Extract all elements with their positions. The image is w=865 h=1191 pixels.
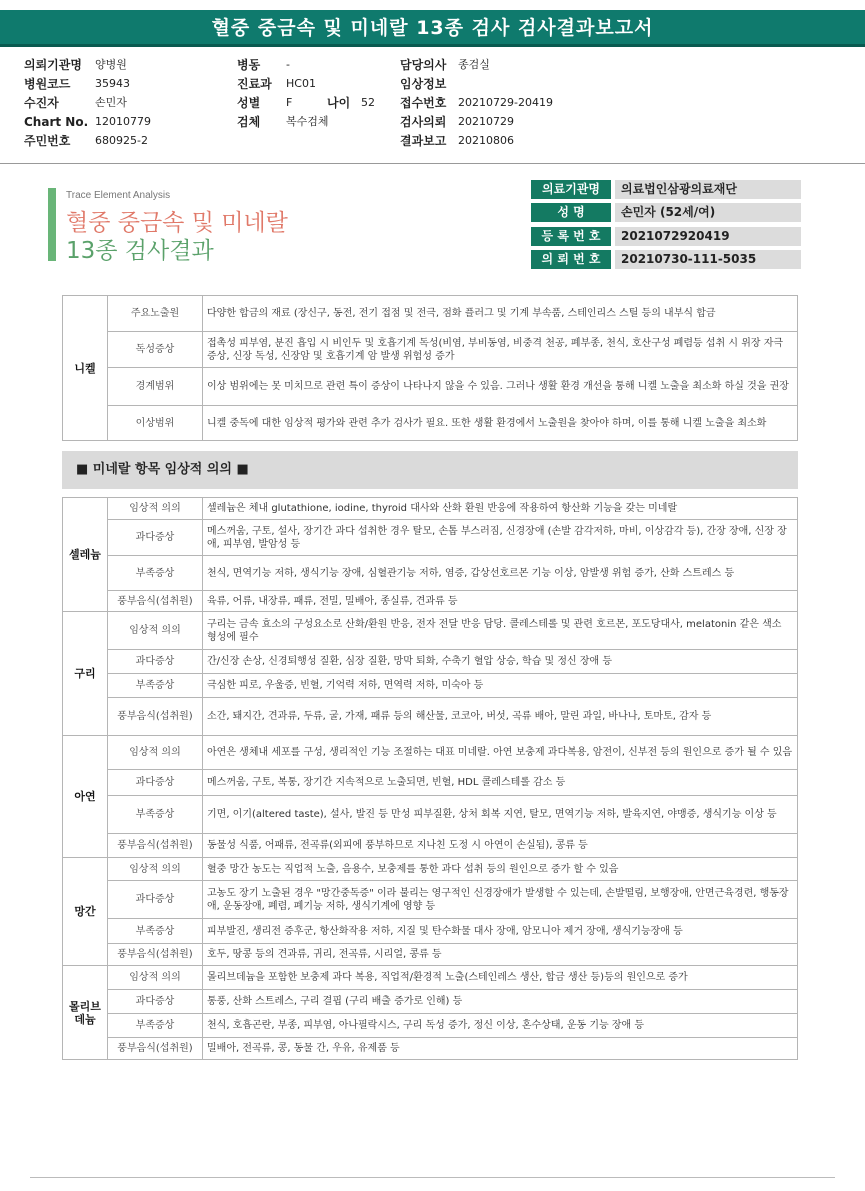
row-category: 과다증상	[108, 881, 203, 919]
patient-box-request	[531, 250, 801, 269]
row-description: 천식, 호흡곤란, 부종, 피부염, 아나필락시스, 구리 독성 증가, 정신 이상, 혼수상태, 운동 기능 장애 등	[203, 1014, 798, 1038]
brand-title-line1: 혈중 중금속 및 미네랄	[66, 210, 288, 236]
age-label: 나이	[327, 96, 351, 110]
institution-value: 양병원	[95, 58, 127, 71]
row-description: 밀배아, 전곡류, 콩, 동물 간, 우유, 유제품 등	[203, 1038, 798, 1060]
patient-box-label: 등 록 번 호	[531, 227, 611, 246]
patient-box-label: 성 명	[531, 203, 611, 222]
receiver-value: 손민자	[95, 96, 127, 109]
row-category: 과다증상	[108, 650, 203, 674]
row-category: 부족증상	[108, 796, 203, 834]
receiver-label: 수진자	[24, 96, 59, 110]
row-description: 천식, 면역기능 저하, 생식기능 장애, 심혈관기능 저하, 염증, 갑상선호르몬 기능 이상, 암발생 위험 증가, 산화 스트레스 등	[203, 556, 798, 591]
doctor-value: 종검실	[458, 58, 490, 71]
row-description: 호두, 땅콩 등의 견과류, 귀리, 전곡류, 시리얼, 콩류 등	[203, 944, 798, 966]
row-description: 동물성 식품, 어패류, 전곡류(외피에 풍부하므로 지나친 도정 시 아연이 손실됨), 콩류 등	[203, 834, 798, 858]
resident-no-label: 주민번호	[24, 134, 71, 148]
element-name-nickel: 니켈	[63, 296, 108, 441]
row-description: 이상 범위에는 못 미치므로 관련 특이 증상이 나타나지 않을 수 있음. 그러나 생활 환경 개선을 통해 니켈 노출을 최소화 하실 것을 권장	[203, 368, 798, 406]
specimen-label: 검체	[237, 115, 261, 129]
row-description: 육류, 어류, 내장류, 패류, 전밀, 밀배아, 종실류, 견과류 등	[203, 591, 798, 612]
clinical-label: 임상정보	[400, 77, 447, 91]
patient-box-value: 손민자 (52세/여)	[615, 203, 801, 222]
row-description: 다양한 합금의 재료 (장신구, 동전, 전기 접점 및 전극, 점화 플러그 및 기계 부속품, 스테인리스 스틸 등의 내부식 합금	[203, 296, 798, 332]
report-date-value: 20210806	[458, 134, 514, 147]
request-date-value: 20210729	[458, 115, 514, 128]
patient-box-label: 의료기관명	[531, 180, 611, 199]
patient-box-value: 2021072920419	[615, 227, 801, 246]
hospital-code-label: 병원코드	[24, 77, 71, 91]
row-description: 메스꺼움, 구토, 설사, 장기간 과다 섭취한 경우 탈모, 손톱 부스러짐, 신경장애 (손발 감각저하, 마비, 이상감각 등), 간장 장애, 신장 장애, 피부염, 발암성 등	[203, 520, 798, 556]
row-category: 독성증상	[108, 332, 203, 368]
row-description: 니켈 중독에 대한 임상적 평가와 관련 추가 검사가 필요. 또한 생활 환경에서 노출원을 찾아야 하며, 이를 통해 니켈 노출을 최소화	[203, 406, 798, 441]
element-name-molybdenum: 몰리브데늄	[63, 966, 108, 1060]
element-name-copper: 구리	[63, 612, 108, 736]
brand-subtitle: Trace Element Analysis	[66, 190, 171, 201]
sex-label: 성별	[237, 96, 261, 110]
row-description: 셀레늄은 체내 glutathione, iodine, thyroid 대사와 산화 환원 반응에 작용하여 항산화 기능을 갖는 미네랄	[203, 498, 798, 520]
patient-box-value: 20210730-111-5035	[615, 250, 801, 269]
ward-value: -	[286, 58, 290, 71]
row-category: 부족증상	[108, 674, 203, 698]
hospital-code-value: 35943	[95, 77, 130, 90]
element-name-selenium: 셀레늄	[63, 498, 108, 612]
patient-box-label: 의 뢰 번 호	[531, 250, 611, 269]
row-category: 부족증상	[108, 1014, 203, 1038]
row-description: 소간, 돼지간, 견과류, 두류, 굴, 가재, 패류 등의 해산물, 코코아, 버섯, 곡류 배아, 말린 과일, 바나나, 토마토, 감자 등	[203, 698, 798, 736]
row-category: 임상적 의의	[108, 966, 203, 990]
row-category: 과다증상	[108, 990, 203, 1014]
element-name-zinc: 아연	[63, 736, 108, 858]
row-description: 아연은 생체내 세포를 구성, 생리적인 기능 조절하는 대표 미네랄. 아연 보충제 과다복용, 암전이, 신부전 등의 원인으로 증가 될 수 있음	[203, 736, 798, 770]
mineral-table	[62, 497, 798, 1060]
row-category: 주요노출원	[108, 296, 203, 332]
row-description: 메스꺼움, 구토, 복통, 장기간 지속적으로 노출되면, 빈혈, HDL 콜레스테롤 감소 등	[203, 770, 798, 796]
row-category: 임상적 의의	[108, 736, 203, 770]
row-category: 경계범위	[108, 368, 203, 406]
row-description: 기면, 이기(altered taste), 설사, 발진 등 만성 피부질환, 상처 회복 지연, 탈모, 면역기능 저하, 발육지연, 야맹증, 생식기능 이상 등	[203, 796, 798, 834]
row-category: 임상적 의의	[108, 612, 203, 650]
row-category: 풍부음식(섭취원)	[108, 698, 203, 736]
row-description: 몰리브데늄을 포함한 보충제 과다 복용, 직업적/환경적 노출(스테인레스 생산, 합금 생산 등)등의 원인으로 증가	[203, 966, 798, 990]
dept-value: HC01	[286, 77, 316, 90]
element-name-manganese: 망간	[63, 858, 108, 966]
reception-no-label: 접수번호	[400, 96, 447, 110]
brand-title-line2: 13종 검사결과	[66, 238, 214, 264]
row-description: 혈중 망간 농도는 직업적 노출, 음용수, 보충제를 통한 과다 섭취 등의 원인으로 증가 할 수 있음	[203, 858, 798, 881]
resident-no-value: 680925-2	[95, 134, 148, 147]
row-category: 풍부음식(섭취원)	[108, 834, 203, 858]
specimen-value: 복수검체	[286, 115, 329, 128]
request-date-label: 검사의뢰	[400, 115, 447, 129]
footer-line	[30, 1177, 835, 1178]
row-description: 극심한 피로, 우울증, 빈혈, 기억력 저하, 면역력 저하, 미숙아 등	[203, 674, 798, 698]
row-category: 풍부음식(섭취원)	[108, 1038, 203, 1060]
row-category: 풍부음식(섭취원)	[108, 944, 203, 966]
sex-value: F	[286, 96, 293, 109]
row-description: 통풍, 산화 스트레스, 구리 결핍 (구리 배출 증가로 인해) 등	[203, 990, 798, 1014]
row-category: 풍부음식(섭취원)	[108, 591, 203, 612]
ward-label: 병동	[237, 58, 261, 72]
institution-label: 의뢰기관명	[24, 58, 82, 72]
row-description: 고농도 장기 노출된 경우 "망간중독증" 이라 불리는 영구적인 신경장애가 발생할 수 있는데, 손발떨림, 보행장애, 안면근육경련, 행동장애, 운동장애, 폐렴, 폐기능 저하, 생식기계에 영향 등	[203, 881, 798, 919]
row-category: 과다증상	[108, 520, 203, 556]
reception-no-value: 20210729-20419	[458, 96, 553, 109]
row-description: 간/신장 손상, 신경퇴행성 질환, 심장 질환, 망막 퇴화, 수축기 혈압 상승, 학습 및 정신 장애 등	[203, 650, 798, 674]
mineral-section-title: ■ 미네랄 항목 임상적 의의 ■	[62, 451, 798, 489]
row-category: 이상범위	[108, 406, 203, 441]
header-info	[24, 56, 844, 152]
report-date-label: 결과보고	[400, 134, 447, 148]
chart-no-value: 12010779	[95, 115, 151, 128]
patient-box-institution	[531, 180, 801, 199]
brand-accent-bar	[48, 188, 56, 261]
patient-box-value: 의료법인삼광의료재단	[615, 180, 801, 199]
row-description: 피부발진, 생리전 증후군, 항산화작용 저하, 지질 및 탄수화물 대사 장애, 암모니아 제거 장애, 생식기능장애 등	[203, 919, 798, 944]
patient-box-name	[531, 203, 801, 222]
patient-box-registration	[531, 227, 801, 246]
doctor-label: 담당의사	[400, 58, 447, 72]
chart-no-label: Chart No.	[24, 115, 89, 129]
row-category: 임상적 의의	[108, 858, 203, 881]
age-value: 52	[361, 96, 375, 109]
row-description: 접촉성 피부염, 분진 흡입 시 비인두 및 호흡기계 독성(비염, 부비동염, 비중격 천공, 폐부종, 천식, 호산구성 폐렴등 섭취 시 위장 자극 증상, 신장 독성, 신장암 및 호흡기계 암 발생 위험성 증가	[203, 332, 798, 368]
row-category: 임상적 의의	[108, 498, 203, 520]
row-category: 부족증상	[108, 556, 203, 591]
header-divider	[0, 163, 865, 164]
row-category: 과다증상	[108, 770, 203, 796]
report-title: 혈중 중금속 및 미네랄 13종 검사 검사결과보고서	[0, 10, 865, 47]
row-category: 부족증상	[108, 919, 203, 944]
nickel-table	[62, 295, 798, 441]
dept-label: 진료과	[237, 77, 272, 91]
row-description: 구리는 금속 효소의 구성요소로 산화/환원 반응, 전자 전달 반응 담당. 콜레스테롤 및 관련 호르몬, 포도당대사, melatonin 같은 색소 형성에 필수	[203, 612, 798, 650]
